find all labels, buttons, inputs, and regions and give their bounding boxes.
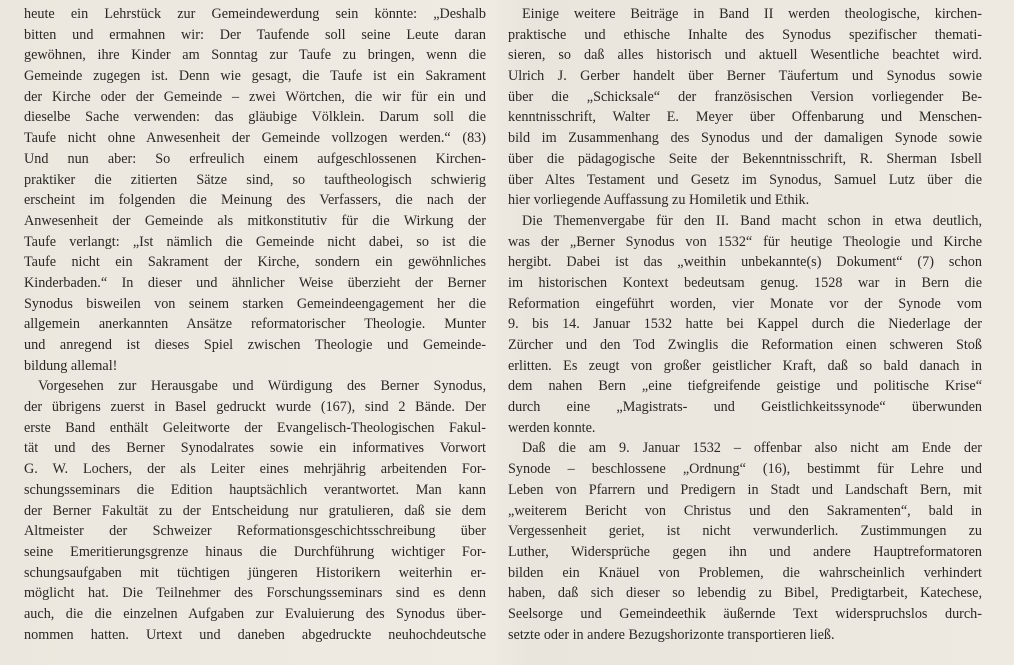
right-column-text-line: Einige weitere Beiträge in Band II werden theologische, kirchen- [522, 6, 982, 22]
left-column-text-line: tät und des Berner Synodalrates sowie ein informatives Vorwort [24, 440, 486, 457]
left-column-text-line: bitten und ermahnen wir: Der Taufende soll seine Leute daran [24, 26, 486, 43]
right-column-text-line: 9. bis 14. Januar 1532 hatte bei Kappel durch die Niederlage der [508, 316, 982, 333]
right-column-text-line: über die pädagogische Seite der Bekenntnisschrift, R. Sherman Isbell [508, 150, 982, 167]
left-column-text-line: seine Emeritierungsgrenze hinaus die Durchführung wichtiger For- [24, 543, 486, 560]
left-column-text-line: Und nun aber: So erfreulich einem aufgeschlossenen Kirchen- [24, 150, 486, 167]
left-column-text-line: Kinderbaden.“ In dieser und ähnlicher Weise überzieht der Berner [24, 274, 486, 291]
right-column-text-line: Synode – beschlossene „Ordnung“ (16), bestimmt für Lehre und [508, 461, 982, 478]
right-column-text-line: über die „Schicksale“ der französischen Version vorliegender Be- [508, 88, 982, 105]
right-column-text-line: dem nahen Bern „eine tiefgreifende geistige und politische Krise“ [508, 378, 982, 395]
left-column-text-line: schungsaufgaben mit tüchtigen jüngeren Historikern weiterhin er- [24, 564, 486, 581]
left-column-text-line: Anwesenheit der Gemeinde als mitkonstitutiv für die Wirkung der [24, 212, 486, 229]
left-column-text-line: erscheint im folgenden die Meinung des Verfassers, die nach der [24, 192, 486, 209]
right-column-text-line: bild im Zusammenhang des Synodus und der damaligen Synode sowie [508, 130, 982, 147]
left-column-text-line: schungsseminars die Edition hauptsächlich verantwortet. Man kann [24, 481, 486, 498]
left-column-text-line: der Berner Fakultät zu der Entscheidung nur gratulieren, daß sie dem [24, 502, 486, 519]
left-column-text-line: nommen hatten. Urtext und daneben abgedruckte neuhochdeutsche [24, 626, 486, 643]
right-column-text-line: praktische und ethische Inhalte des Synodus spezifischer themati- [508, 26, 982, 43]
right-column-text-line: Leben von Pfarrern und Predigern in Stadt und Landschaft Bern, mit [508, 481, 982, 498]
right-column-text-line: setzte oder in andere Bezugshorizonte transportieren ließ. [508, 626, 835, 643]
right-column-text-line: Vergessenheit geriet, ist nicht verwunderlich. Zustimmungen zu [508, 523, 982, 540]
right-column-text-line: Reformation eingeführt worden, vier Monate vor der Synode vom [508, 295, 982, 312]
right-column-text-line: haben, daß sich dieser so lebendig zu Bibel, Predigtarbeit, Katechese, [508, 585, 982, 602]
right-column-text-line: werden konnte. [508, 419, 596, 436]
left-column-text-line: möglicht hat. Die Teilnehmer des Forschungsseminars sind es denn [24, 585, 486, 602]
right-column-text-line: „weiterem Bericht von Christus und den Sakramenten“, bald in [508, 502, 982, 519]
right-column-text-line: Luther, Widersprüche gegen ihn und andere Hauptreformatoren [508, 543, 982, 560]
left-column-text-line: erste Band enthält Geleitworte der Evangelisch-Theologischen Fakul- [24, 419, 486, 436]
right-column-text-line: was der „Berner Synodus von 1532“ für heutige Theologie und Kirche [508, 233, 982, 250]
right-column-text-line: durch eine „Magistrats- und Geistlichkeitssynode“ überwunden [508, 399, 982, 416]
right-column-text-line: Daß die am 9. Januar 1532 – offenbar also nicht am Ende der [522, 440, 982, 457]
left-column-text-line: der übrigens zuerst in Basel gedruckt wurde (167), sind 2 Bände. Der [24, 399, 486, 416]
right-column-text-line: hergibt. Dabei ist das „weithin unbekannte(s) Dokument“ (7) schon [508, 254, 982, 271]
left-column-text-line: dieselbe Sache verwenden: das gläubige Völklein. Darum soll die [24, 109, 486, 126]
right-column-text-line: Die Themenvergabe für den II. Band macht schon in etwa deutlich, [522, 212, 982, 229]
left-text-column [24, 4, 486, 645]
left-column-text-line: Gemeinde zugegen ist. Denn wie gesagt, die Taufe ist ein Sakrament [24, 68, 486, 85]
left-column-text-line: Taufe nicht ein Sakrament der Kirche, sondern ein gewöhnliches [24, 254, 486, 271]
right-column-text-line: über Altes Testament und Gesetz im Synodus, Samuel Lutz über die [508, 171, 982, 188]
right-column-text-line: Zürcher und den Tod Zwinglis die Reformation einen schweren Stoß [508, 337, 982, 353]
left-column-text-line: und anregend ist dieses Spiel zwischen Theologie und Gemeinde- [24, 337, 486, 353]
right-column-text-line: Ulrich J. Gerber handelt über Berner Täufertum und Synodus sowie [508, 68, 982, 85]
left-column-text-line: der Kirche oder der Gemeinde – zwei Wörtchen, die wir für ein und [24, 88, 486, 105]
right-text-column [508, 4, 982, 645]
right-column-text-line: bilden ein Knäuel von Problemen, die wahrscheinlich verhindert [508, 564, 982, 581]
right-column-text-line: im historischen Kontext bedeutsam genug. 1528 war in Bern die [508, 274, 982, 291]
left-column-text-line: bildung allemal! [24, 357, 118, 374]
left-column-text-line: Altmeister der Schweizer Reformationsgeschichtsschreibung über [24, 523, 486, 540]
right-column-text-line: Seelsorge und Gemeindeethik äußernde Text widerspruchslos durch- [508, 605, 982, 622]
left-column-text-line: G. W. Lochers, der als Leiter eines mehrjährig arbeitenden For- [24, 461, 486, 478]
right-column-text-line: hier vorliegende Auffassung zu Homiletik und Ethik. [508, 192, 810, 209]
right-column-text-line: sieren, so daß alles historisch und aktuell Wesentliche beachtet wird. [508, 47, 982, 64]
left-column-text-line: auch, die die einzelnen Aufgaben zur Evaluierung des Synodus über- [24, 605, 486, 622]
right-column-text-line: kenntnisschrift, Walter E. Meyer über Offenbarung und Menschen- [508, 109, 982, 126]
left-column-text-line: allgemein anerkannten Ansätze reformatorischer Theologie. Munter [24, 316, 486, 333]
right-column-text-line: erlitten. Es zeugt von großer geistlicher Kraft, daß so bald danach in [508, 357, 982, 374]
left-column-text-line: Taufe verlangt: „Ist nämlich die Gemeinde nicht dabei, so ist die [24, 233, 486, 250]
left-column-text-line: praktiker die zitierten Sätze sind, so tauftheologisch schwierig [24, 171, 486, 188]
left-column-text-line: gewöhnen, ihre Kinder am Sonntag zur Taufe zu bringen, wenn die [24, 47, 486, 64]
left-column-text-line: Vorgesehen zur Herausgabe und Würdigung des Berner Synodus, [38, 378, 486, 395]
left-column-text-line: heute ein Lehrstück zur Gemeindewerdung sein könnte: „Deshalb [24, 6, 486, 22]
left-column-text-line: Synodus bisweilen von seinem starken Gemeindeengagement her die [24, 295, 486, 312]
left-column-text-line: Taufe nicht ohne Anwesenheit der Gemeinde vollzogen werden.“ (83) [24, 130, 486, 147]
